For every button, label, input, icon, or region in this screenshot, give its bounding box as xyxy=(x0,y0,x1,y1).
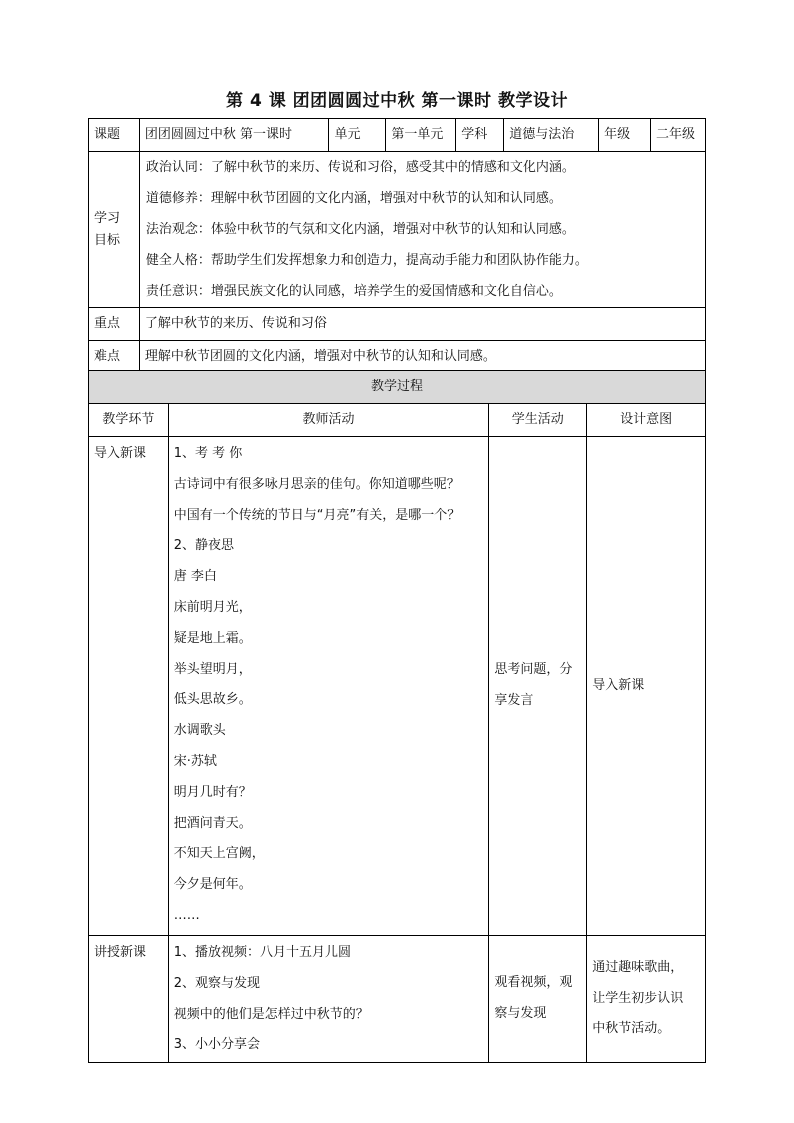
teacher-line: 1、考 考 你 xyxy=(173,446,243,461)
teacher-line: 唐 李白 xyxy=(173,569,217,585)
difficulty-row xyxy=(89,341,706,374)
grade-value: 二年级 xyxy=(651,119,706,152)
intent-line: 中秋节活动。 xyxy=(592,1021,671,1037)
difficulty-label: 难点 xyxy=(89,341,140,374)
subject-value: 道德与法治 xyxy=(504,119,599,152)
objectives-label-line-2: 目标 xyxy=(94,232,121,248)
teacher-line: 举头望明月， xyxy=(173,661,252,677)
column-header-row xyxy=(89,404,706,437)
teacher-line: 水调歌头 xyxy=(173,723,226,739)
objective-item: 法治观念：体验中秋节的气氛和文化内涵，增强对中秋节的认知和认同感。 xyxy=(145,222,575,237)
unit-label: 单元 xyxy=(329,119,386,152)
teacher-line: 今夕是何年。 xyxy=(173,877,252,893)
topic-row xyxy=(89,119,706,152)
objective-item: 政治认同：了解中秋节的来历、传说和习俗，感受其中的情感和文化内涵。 xyxy=(145,160,575,175)
teacher-line: 2、静夜思 xyxy=(173,538,235,554)
lesson-info-table xyxy=(88,118,706,374)
stage-cell xyxy=(89,437,169,936)
student-activity-cell xyxy=(489,936,587,1063)
stage-name: 导入新课 xyxy=(94,446,147,461)
student-activity-cell xyxy=(489,437,587,936)
objectives-label-line-1: 学习 xyxy=(94,210,121,226)
process-header-row xyxy=(89,371,706,404)
objective-item: 道德修养：理解中秋节团圆的文化内涵，增强对中秋节的认知和认同感。 xyxy=(145,191,562,206)
teaching-process-table xyxy=(88,370,706,1063)
column-header-student: 学生活动 xyxy=(489,404,587,437)
teacher-line: 低头思故乡。 xyxy=(173,692,252,708)
teacher-line: 中国有一个传统的节日与“月亮”有关，是哪一个？ xyxy=(173,507,461,523)
design-intent-cell xyxy=(587,936,706,1063)
teacher-line: 2、观察与发现 xyxy=(173,975,261,991)
subject-label: 学科 xyxy=(456,119,504,152)
column-header-intent: 设计意图 xyxy=(587,404,706,437)
teacher-activity-cell xyxy=(168,936,489,1063)
teacher-line: 床前明月光， xyxy=(173,599,252,615)
objectives-list xyxy=(139,152,705,308)
objectives-label xyxy=(89,152,140,308)
key-point-row xyxy=(89,308,706,341)
teacher-line: 明月几时有？ xyxy=(173,784,252,800)
intent-line: 通过趣味歌曲， xyxy=(592,959,684,975)
teacher-line: …… xyxy=(173,907,200,923)
design-intent-cell xyxy=(587,437,706,936)
teacher-activity-cell xyxy=(168,437,489,936)
student-line: 观看视频，观 xyxy=(494,975,573,991)
grade-label: 年级 xyxy=(599,119,651,152)
key-point-label: 重点 xyxy=(89,308,140,341)
process-row-intro xyxy=(89,437,706,936)
intent-line: 让学生初步认识 xyxy=(592,990,684,1006)
objective-item: 责任意识：增强民族文化的认同感，培养学生的爱国情感和文化自信心。 xyxy=(145,284,562,299)
teacher-line: 不知天上宫阙， xyxy=(173,846,265,862)
teacher-line: 疑是地上霜。 xyxy=(173,630,252,646)
column-header-stage: 教学环节 xyxy=(89,404,169,437)
stage-cell xyxy=(89,936,169,1063)
stage-name: 讲授新课 xyxy=(94,945,147,960)
objectives-row xyxy=(89,152,706,308)
unit-value: 第一单元 xyxy=(386,119,456,152)
objective-item: 健全人格：帮助学生们发挥想象力和创造力，提高动手能力和团队协作能力。 xyxy=(145,253,588,268)
page-title: 第 4 课 团团圆圆过中秋 第一课时 教学设计 xyxy=(226,91,568,111)
teacher-line: 视频中的他们是怎样过中秋节的？ xyxy=(173,1006,369,1022)
student-line: 思考问题，分 xyxy=(494,662,573,678)
student-line: 察与发现 xyxy=(494,1006,547,1021)
process-header: 教学过程 xyxy=(89,371,706,404)
topic-label: 课题 xyxy=(89,119,140,152)
topic-value: 团团圆圆过中秋 第一课时 xyxy=(139,119,329,152)
teacher-line: 3、小小分享会 xyxy=(173,1037,261,1053)
student-line: 享发言 xyxy=(494,693,534,708)
process-row-new-lesson xyxy=(89,936,706,1063)
teacher-line: 把酒问青天。 xyxy=(173,815,252,831)
key-point-value: 了解中秋节的来历、传说和习俗 xyxy=(139,308,705,341)
teacher-line: 古诗词中有很多咏月思亲的佳句。你知道哪些呢？ xyxy=(173,476,460,492)
teacher-line: 1、播放视频：八月十五月儿圆 xyxy=(173,945,352,960)
column-header-teacher: 教师活动 xyxy=(168,404,489,437)
intent-line: 导入新课 xyxy=(592,677,645,693)
teacher-line: 宋·苏轼 xyxy=(173,753,217,769)
difficulty-value: 理解中秋节团圆的文化内涵，增强对中秋节的认知和认同感。 xyxy=(139,341,705,374)
